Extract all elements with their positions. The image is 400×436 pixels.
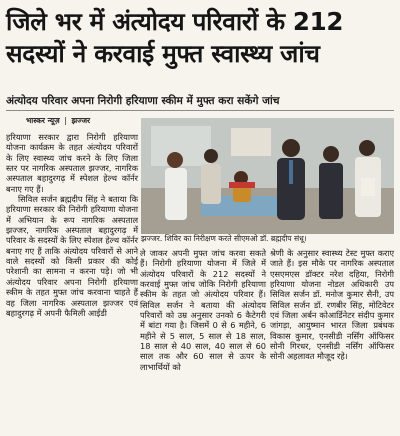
- byline-separator: |: [64, 116, 67, 125]
- article-column-3: श्रेणी के अनुसार स्वास्थ्य टेस्ट मुफ्त कराए जाते हैं। इस मौके पर नागरिक अस्पताल एसएमएस डॉक्टर नरेश दहिया, निरोगी हरियाणा योजना नोडल अधिकारी उप सिविल सर्जन डॉ. मनोज कुमार सैनी, उप सिविल सर्जन डॉ. रणबीर सिंह, मोटिवेटर एवं जिला अर्बन कोआर्डिनेटर संदीप कुमार जांगड़ा, आयुष्मान भारत जिला प्रबंधक विकास कुमार, एनसीडी नर्सिंग ऑफिसर सोनी गिरधर, एनसीडी नर्सिंग ऑफिसर सोनी अहलावत मौजूद रहे।: [270, 248, 394, 362]
- subheadline: अंत्योदय परिवार अपना निरोगी हरियाणा स्कीम में मुफ्त करा सकेंगे जांच: [6, 95, 280, 107]
- headline: [6, 6, 394, 70]
- article-paragraph-2: सिविल सर्जन ब्रह्मदीप सिंह ने बताया कि हरियाणा सरकार की निरोगी हरियाणा योजना में अभियान के रूप नागरिक अस्पताल झज्जर, नागरिक अस्पताल बहादुरगढ़ में परिवार के सदस्यों के लिए स्पेशल हेल्थ कॉर्नर बनाए गए हैं ताकि अंत्योदय परिवारों से आने वाले सदस्यों को किसी प्रकार की कोई परेशानी का सामना न करना पड़े। जो भी अंत्योदय परिवार अपना निरोगी हरियाणा स्कीम के तहत मुफ्त जांच करवाना चाहते हैं वह जिला नागरिक अस्पताल झज्जर एवं बहादुरगढ़ में अपनी फैमिली आईडी: [6, 194, 139, 318]
- article-paragraph-1: हरियाणा सरकार द्वारा निरोगी हरियाणा योजना कार्यक्रम के तहत अंत्योदय परिवारों के लिए स्वास्थ्य जांच करने के लिए जिला स्तर पर नागरिक अस्पताल झज्जर, नागरिक अस्पताल बहादुरगढ़ में स्पेशल हेल्थ काॅर्नर बनाए गए हैं।: [6, 132, 138, 194]
- byline-source: भास्कर न्यूज़: [26, 116, 60, 125]
- photo-caption: झज्जर. शिविर का निरीक्षण करते सीएमओ डॉ. ब्रह्मदीप संधू।: [141, 234, 307, 243]
- byline-place: झज्जर: [71, 116, 91, 125]
- article-column-1: [6, 132, 138, 318]
- headline-line-2: सदस्यों ने करवाई मुफ्त स्वास्थ्य जांच: [6, 39, 320, 68]
- news-photo: [141, 118, 394, 234]
- article-column-2: ले जाकर अपनी मुफ्त जांच करवा सकते हैं। निरोगी हरियाणा योजना में जिले में अंत्योदय परिवारों के 212 सदस्यों ने करवाई मुफ्त जांच जोकि निरोगी हरियाणा स्कीम के तहत जो अंत्योदय परिवार हैं। सिविल सर्जन ने बताया की अंत्योदय परिवारों को उम्र अनुसार उनको 6 कैटेगरी में बांटा गया है। जिसमें 0 से 6 महीने, 6 महीने से 5 साल, 5 साल से 18 साल, 18 साल से 40 साल, 40 साल से 60 साल तक और 60 साल से ऊपर के लाभार्थियों को: [140, 248, 266, 372]
- clipboard: [361, 178, 375, 196]
- photo-scene: [141, 118, 394, 234]
- headline-line-1: जिले भर में अंत्योदय परिवारों के 212: [6, 7, 344, 36]
- divider: [6, 110, 394, 111]
- byline: [26, 116, 90, 126]
- notice-board: [231, 128, 271, 156]
